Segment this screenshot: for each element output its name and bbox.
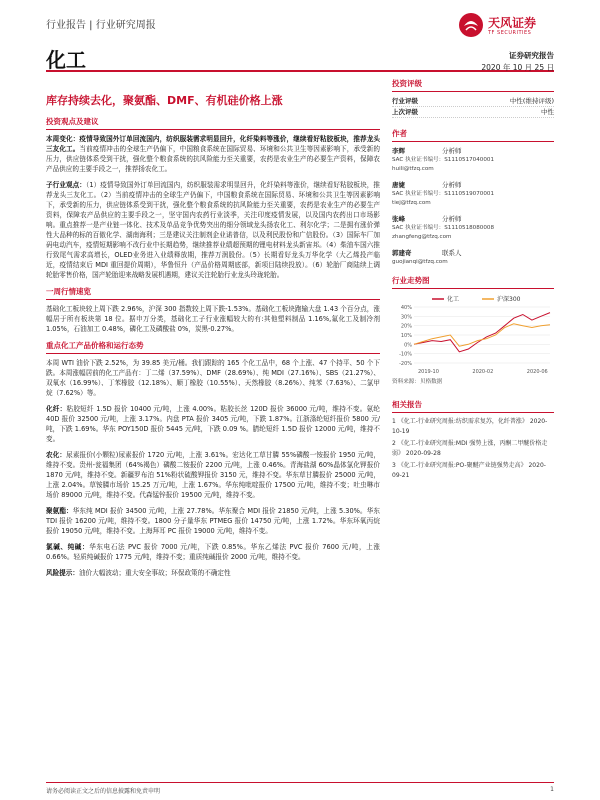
prices-paragraph-1: 本周 WTI 油价下跌 2.52%，为 39.85 美元/桶。我们跟踪的 165 个化工品中，68 个上涨、47 个持平、50 个下跌。本周涨幅居前的化工产品有：丁二烯（37.59%）、DMF（28.69%）、纯 MDI（27.16%）、SBS（21.27%）、双氧水（16.99%）、丁苯橡胶（12.18%）、顺丁橡胶（10.55%）、天然橡胶（8.26%）、纯苯（7.63%）、二氯甲烷（7.62%）等。	[46, 359, 380, 397]
fiber-paragraph	[46, 404, 380, 444]
rating-key: 上次评级	[392, 108, 418, 116]
authors-title: 作者	[392, 128, 554, 142]
sector-title: 化工	[46, 48, 86, 72]
author-email[interactable]: tiej@tfzq.com	[392, 200, 431, 206]
report-category: 证券研究报告	[509, 51, 554, 60]
author-email[interactable]: huili@tfzq.com	[392, 166, 434, 172]
author-role: 分析师	[442, 215, 462, 223]
fiber-bold: 化纤：	[46, 405, 67, 413]
invest-p1-text: 当前疫情冲击的全球生产仍偏下，中国粮食系统在国际贸易、环境和公共卫生等因素影响下，承受新的压力，供应链体系受到干扰，强化整个粮食系统的抗风险能力至关重要，农药是农业生产的必要生产资料，保障农产品供应的主要手段之一，推荐扬农化工。	[46, 145, 381, 173]
logo-subtext: TF SECURITIES	[488, 30, 532, 36]
x-tick-label: 2020-06	[526, 369, 548, 375]
y-tick-label: 10%	[400, 333, 412, 339]
author-cert: SAC 执业证书编号：S1110518080008	[392, 225, 495, 231]
author-role: 联系人	[442, 249, 462, 257]
y-tick-label: -20%	[399, 361, 412, 367]
pu-paragraph	[46, 506, 380, 536]
author-name: 郭建奇	[392, 249, 412, 257]
section-title-weekly: 一周行情速览	[46, 286, 380, 300]
series-line-0	[414, 313, 550, 352]
author-role: 分析师	[442, 147, 462, 155]
page-footer	[46, 782, 554, 795]
y-tick-label: 40%	[400, 305, 412, 311]
chlor-alkali-bold: 氯碱、纯碱：	[46, 543, 90, 551]
author-entry	[392, 180, 554, 208]
pu-bold: 聚氨酯：	[46, 507, 73, 515]
logo-icon	[458, 12, 484, 38]
industry-trend-chart	[392, 293, 554, 375]
sidebar	[392, 78, 554, 483]
report-header	[46, 12, 554, 34]
related-report-link[interactable]: 1 《化工-行业研究周报:纺织需求复苏，化纤普涨》 2020-10-19	[392, 418, 548, 435]
risk-paragraph	[46, 568, 380, 578]
author-entry	[392, 214, 554, 242]
related-report-link[interactable]: 3 《化工-行业研究周报:PO-聚醚产业链强势走高》 2020-09-21	[392, 462, 546, 479]
trend-chart-svg	[392, 293, 554, 375]
chart-source: 资料来源：贝格数据	[392, 379, 443, 385]
agro-bold: 农化：	[46, 451, 67, 459]
risk-bold: 风险提示：	[46, 569, 79, 577]
related-title: 相关报告	[392, 399, 554, 413]
rating-key: 行业评级	[392, 97, 418, 105]
disclaimer-text: 请务必阅读正文之后的信息披露和免责申明	[46, 788, 161, 795]
legend-label: 沪深300	[497, 296, 521, 303]
section-title-prices: 重点化工产品价格和运行态势	[46, 340, 380, 354]
x-tick-label: 2020-02	[472, 369, 494, 375]
legend-label: 化工	[447, 296, 460, 303]
report-date: 2020 年 10 月 25 日	[481, 63, 554, 72]
invest-paragraph-1	[46, 134, 380, 174]
author-cert: SAC 执业证书编号：S1110519070001	[392, 191, 495, 197]
y-tick-label: -10%	[399, 351, 412, 358]
trend-title: 行业走势图	[392, 275, 554, 289]
report-headline: 库存持续去化，聚氨酯、DMF、有机硅价格上涨	[46, 94, 283, 107]
title-row	[46, 44, 554, 72]
main-content	[46, 116, 380, 584]
author-name: 张峰	[392, 215, 405, 223]
pu-text: 华东纯 MDI 报价 34500 元/吨，上涨 27.78%。华东聚合 MDI 报价 21850 元/吨，上涨 5.30%。华东 TDI 报价 16200 元/吨，维持不变。1800 分子量华东 PTMEG 报价 14750 元/吨，上涨 1.72%。华东环氧丙烷报价 19050 元/吨，维持不变。上海拜耳 PC 报价 19000 元/吨，维持不变。	[46, 507, 380, 535]
y-tick-label: 20%	[400, 323, 412, 330]
rating-value: 中性	[541, 108, 554, 116]
chlor-alkali-paragraph	[46, 542, 380, 562]
weekly-paragraph: 基础化工板块较上周下跌 2.96%，沪深 300 指数较上周下跌-1.53%。基础化工板块跑输大盘 1.43 个百分点，涨幅居于所有板块第 18 位。据申万分类，基础化工子行业涨幅较大的有:其他塑料制品 1.16%,氟化工及制冷剂 1.05%，石油加工 0.48%，磷化工及磷酸盐 0%，炭黑-0.27%。	[46, 305, 380, 333]
agro-text: 尿素报价(小颗粒)尿素报价 1720 元/吨，上涨 3.61%。宏达化工草甘膦 55%磷酸一铵报价 1950 元/吨，维持不变。贵州-瓮福集团（64%褐色）磷酸二铵报价 2200 元/吨，上涨 0.46%。青海盐湖 60%晶体氯化钾报价 1870 元/吨，维持不变。新疆罗布泊 51%粉状硫酸钾报价 3150 元，维持不变。华东草甘膦报价 25000 元/吨，上涨 2.04%。草铵膦市场价 15.25 万元/吨，上涨 1.67%。华东纯吡啶报价 17500 元/吨，维持不变；吐虫啉市场价 89000 元/吨，维持不变。代森锰锌报价 19500 元/吨，维持不变。	[46, 451, 381, 499]
risk-text: 油价大幅波动；重大安全事故；环保政策的不确定性	[78, 569, 231, 577]
author-name: 唐婕	[392, 181, 405, 189]
logo	[458, 12, 554, 40]
chlor-alkali-text: 华东电石法 PVC 报价 7000 元/吨，下跌 0.85%。华东乙烯法 PVC 报价 7600 元/吨，上涨 0.66%。轻质纯碱报价 1775 元/吨，维持不变；重质纯碱报价 2000 元/吨，维持不变。	[46, 543, 380, 561]
author-name: 李辉	[392, 147, 405, 155]
author-entry	[392, 248, 554, 267]
x-tick-label: 2019-10	[418, 369, 439, 375]
page-number: 1	[550, 786, 554, 793]
rating-row	[392, 107, 554, 118]
rating-title: 投资评级	[392, 78, 554, 92]
rating-row	[392, 96, 554, 107]
invest-p2-bold: 子行业观点：	[46, 181, 86, 189]
related-report-link[interactable]: 2 《化工-行业研究周报:MDI 强势上涨，丙酮二甲醚价格走弱》 2020-09-28	[392, 440, 548, 457]
author-email[interactable]: guojianqi@tfzq.com	[392, 259, 448, 265]
author-role: 分析师	[442, 181, 462, 189]
author-email[interactable]: zhangfeng@tfzq.com	[392, 234, 452, 240]
author-entry	[392, 146, 554, 174]
logo-text: 天风证券	[488, 16, 537, 30]
report-type: 行业报告 | 行业研究周报	[46, 20, 156, 31]
y-tick-label: 0%	[404, 342, 412, 349]
author-cert: SAC 执业证书编号：S1110517040001	[392, 157, 495, 163]
invest-p1-bold: 本周变化：疫情导致国外订单回流国内，纺织服装需求明显回升，化纤染料等涨价，继续看好粘胶板块，推荐龙头三友化工。	[46, 135, 380, 153]
fiber-text: 粘胶短纤 1.5D 报价 10400 元/吨，上涨 4.00%。粘胶长丝 120D 报价 36000 元/吨，维持不变。氨纶 40D 报价 32500 元/吨，上涨 3.17%。内盘 PTA 报价 3405 元/吨，下跌 1.87%。江浙涤纶短纤报价 5800 元/吨，下跌 1.69%。华东 POY150D 报价 5445 元/吨，下跌 0.09 %。腈纶短纤 1.5D 报价 12000 元/吨，维持不变。	[46, 405, 381, 443]
agro-paragraph	[46, 450, 380, 500]
y-tick-label: 30%	[400, 314, 412, 321]
invest-paragraph-2	[46, 180, 380, 280]
section-title-invest: 投资观点及建议	[46, 116, 380, 130]
invest-p2-text: （1）疫情导致国外订单回流国内，纺织服装需求明显回升，化纤染料等涨价，继续看好粘胶板块，推荐龙头三友化工。（2）当前疫情冲击的全球生产仍偏下，中国粮食系统在国际贸易、环境和公共卫生等因素影响下，承受新的压力，供应链体系受到干扰，强化整个粮食系统的抗风险能力至关重要，农药是农业生产的必要生产资料，保障农产品供应的主要手段之一，坚守国内农药行业淡季，关注印度疫情发展，以及国内农药出口市场影响。重点推荐一是产业链一体化、技术及单品竞争优势突出的细分领域龙头扬农化工、利尔化学；二是拥有涨价弹性大品种的标的百傲化学、湖南海利；三是建议关注制剂企业诺普信，以及利民股份和广信股份。（3）国际车厂加码电动汽车，疫情短期影响不改行业中长期趋势，继续推荐业绩超预期的锂电材料龙头新宙邦。（4）柴油车国六推行致尾气需求高增长，OLED业务进入业绩释放期，推荐万润股份。（5）长期看好龙头万华化学（大乙烯投产临近，疫情结束后 MDI 重回提价周期），华鲁恒升（产品价格周期底部，新项目陆续投放）。（6）轮胎厂商陆续上调轮胎零售价格，国产轮胎迎来战略发展机遇期，建议关注轮胎行业龙头玲珑轮胎。	[46, 181, 381, 279]
rating-value: 中性(维持评级)	[509, 97, 554, 105]
